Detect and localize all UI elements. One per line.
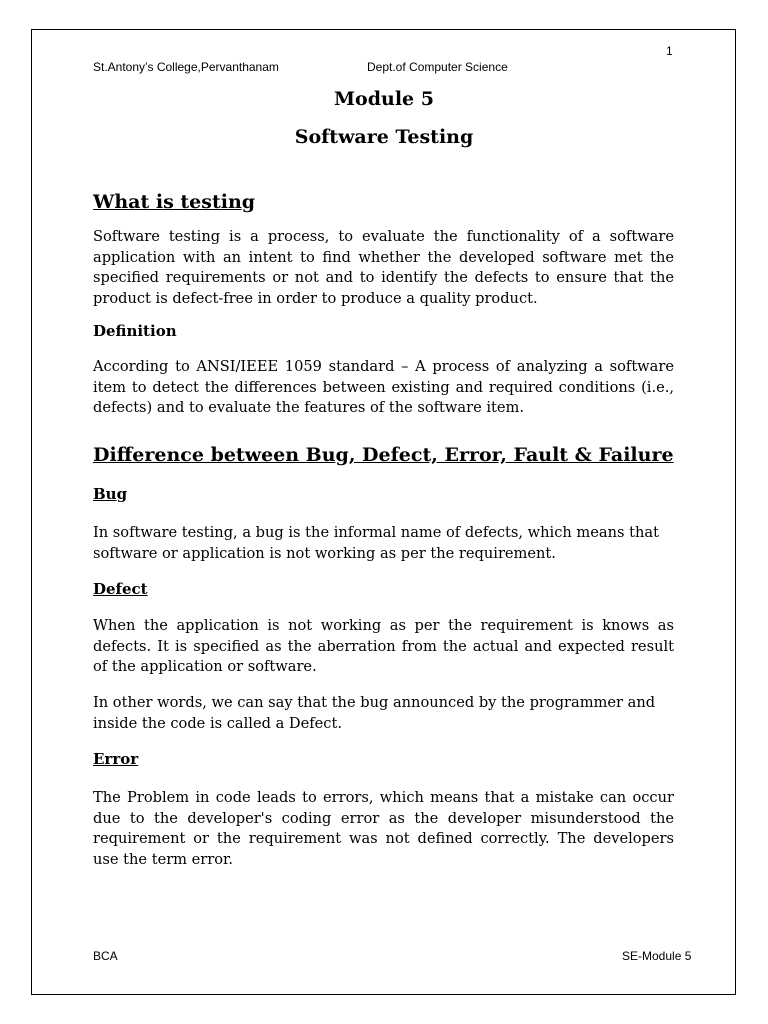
paragraph-what-is-testing: Software testing is a process, to evaluate the functionality of a software application with an intent to find whether the developed software met the specified requirements or not and to identify the defects to ensure that the product is defect-free in order to produce a quality product. <box>93 228 674 307</box>
subject-title: Software Testing <box>294 126 474 148</box>
module-title: Module 5 <box>334 88 434 110</box>
paragraph-definition: According to ANSI/IEEE 1059 standard – A process of analyzing a software item to detect the differences between existing and required conditions (i.e., defects) and to evaluate the features of the software item. <box>93 358 674 416</box>
heading-error: Error <box>93 750 139 768</box>
heading-what-is-testing: What is testing <box>93 191 256 213</box>
header-college: St.Antony’s College,Pervanthanam <box>93 60 279 74</box>
page-number: 1 <box>666 44 673 58</box>
heading-bug: Bug <box>93 485 128 503</box>
paragraph-defect-1: When the application is not working as per the requirement is knows as defects. It is specified as the aberration from the actual and expected result of the application or software. <box>93 617 674 675</box>
heading-difference: Difference between Bug, Defect, Error, Fault & Failure <box>93 444 674 466</box>
heading-definition: Definition <box>93 322 177 340</box>
heading-defect: Defect <box>93 580 148 598</box>
paragraph-bug: In software testing, a bug is the informal name of defects, which means that software or application is not working as per the requirement. <box>93 524 659 562</box>
header-department: Dept.of Computer Science <box>367 60 508 74</box>
footer-left: BCA <box>93 949 118 963</box>
paragraph-defect-2: In other words, we can say that the bug announced by the programmer and inside the code is called a Defect. <box>93 694 656 732</box>
paragraph-error: The Problem in code leads to errors, which means that a mistake can occur due to the developer's coding error as the developer misunderstood the requirement or the requirement was not defined correctly. The developers use the term error. <box>93 789 674 868</box>
footer-right: SE-Module 5 <box>622 949 692 963</box>
